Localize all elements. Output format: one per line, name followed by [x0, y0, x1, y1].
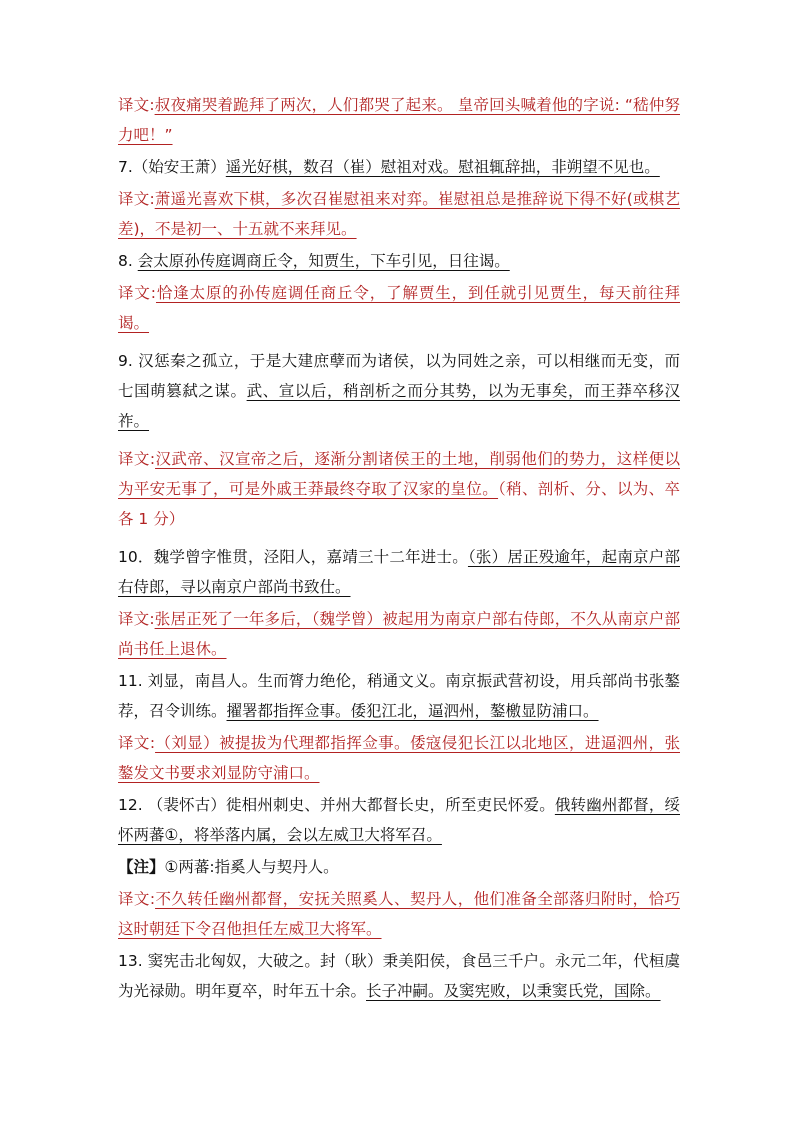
translation-label: 译文: [118, 190, 155, 208]
note-12 [118, 852, 680, 882]
translation-12 [118, 884, 680, 944]
question-underlined: 会太原孙传庭调商丘令，知贾生，下车引见，日往谒。 [137, 252, 510, 270]
question-12 [118, 790, 680, 850]
question-underlined: 遥光好棋，数召（崔）慰祖对戏。慰祖辄辞拙，非朔望不见也。 [225, 158, 660, 176]
translation-6 [118, 90, 680, 150]
translation-text: 恰逢太原的孙传庭调任商丘令，了解贾生，到任就引见贾生，每天前往拜谒。 [118, 284, 680, 332]
question-underlined: （张）居正殁逾年，起南京户部右侍郎，寻以南京户部尚书致仕。 [118, 548, 680, 596]
translation-text: 叔夜痛哭着跪拜了两次，人们都哭了起来。 皇帝回头喊着他的字说: “嵇仲努力吧！” [118, 96, 680, 144]
translation-label: 译文: [118, 890, 156, 908]
translation-text: 张居正死了一年多后，（魏学曾）被起用为南京户部右侍郎，不久从南京户部尚书任上退休。 [118, 610, 680, 658]
question-underlined: 俄转幽州都督，绥怀两蕃①，将举落内属，会以左威卫大将军召。 [118, 796, 680, 844]
question-underlined: 武、宣以后，稍剖析之而分其势，以为无事矣，而王莽卒移汉祚。 [118, 382, 680, 430]
question-13 [118, 946, 680, 1006]
translation-10 [118, 604, 680, 664]
question-prefix: 11. 刘显，南昌人。生而膂力绝伦，稍通文义。南京振武营初设，用兵部尚书张鏊荐，召令训练。 [118, 672, 680, 720]
question-prefix: 8. [118, 252, 138, 270]
translation-label: 译文: [118, 96, 155, 114]
translation-text: 不久转任幽州都督，安抚关照奚人、契丹人，他们准备全部落归附时，恰巧这时朝廷下令召他担任左威卫大将军。 [118, 890, 680, 938]
question-prefix: 9. 汉惩秦之孤立，于是大建庶孽而为诸侯，以为同姓之亲，可以相继而无变，而七国萌篡弑之谋。 [118, 352, 680, 400]
question-prefix: 13. 窦宪击北匈奴，大破之。封（耿）秉美阳侯，食邑三千户。永元二年，代桓虞为光禄勋。明年夏卒，时年五十余。 [118, 952, 680, 1000]
translation-text: 萧遥光喜欢下棋，多次召崔慰祖来对弈。崔慰祖总是推辞说下得不好(或棋艺差)，不是初一、十五就不来拜见。 [118, 190, 680, 238]
translation-label: 译文: [118, 284, 156, 302]
question-8 [118, 246, 680, 276]
question-prefix: 10．魏学曾字惟贯，泾阳人，嘉靖三十二年进士。 [118, 548, 468, 566]
note-label: 【注】 [118, 858, 165, 876]
translation-9 [118, 444, 680, 534]
translation-label: 译文: [118, 734, 156, 752]
note-text: ①两蕃:指奚人与契丹人。 [164, 858, 339, 876]
scoring-note: （稍、剖析、分、以为、卒各 1 分） [118, 480, 680, 528]
question-7 [118, 152, 680, 182]
translation-label: 译文: [118, 450, 156, 468]
translation-text: 汉武帝、汉宣帝之后，逐渐分割诸侯王的土地，削弱他们的势力，这样便以为平安无事了，可是外戚王莽最终夺取了汉家的皇位。 [118, 450, 680, 498]
question-underlined: 擢署都指挥佥事。倭犯江北，逼泗州，鏊檄显防浦口。 [226, 702, 599, 720]
question-underlined: 长子冲嗣。及窦宪败，以秉窦氏党，国除。 [366, 982, 661, 1000]
question-9 [118, 346, 680, 436]
translation-label: 译文: [118, 610, 155, 628]
question-prefix: 7.（始安王萧） [118, 158, 226, 176]
document-page [118, 90, 680, 1014]
question-prefix: 12. （裴怀古）徙相州刺史、并州大都督长史，所至吏民怀爱。 [118, 796, 555, 814]
translation-text: （刘显）被提拔为代理都指挥佥事。倭寇侵犯长江以北地区，进逼泗州，张鏊发文书要求刘显防守浦口。 [118, 734, 680, 782]
translation-8 [118, 278, 680, 338]
translation-7 [118, 184, 680, 244]
question-11 [118, 666, 680, 726]
translation-11 [118, 728, 680, 788]
question-10 [118, 542, 680, 602]
